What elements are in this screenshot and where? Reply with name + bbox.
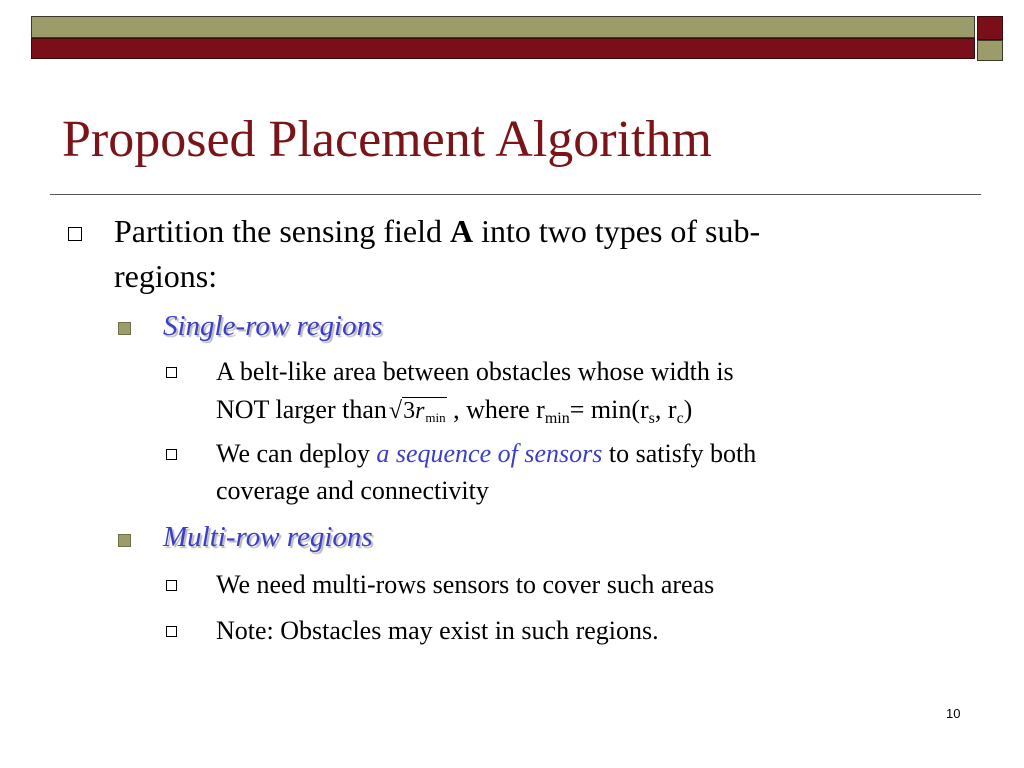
single-row-width-line1: A belt-like area between obstacles whose width is (216, 357, 734, 386)
hollow-square-bullet-icon (166, 626, 177, 637)
bullet-partition (114, 213, 760, 250)
filled-square-bullet-icon (118, 534, 131, 547)
hollow-square-bullet-icon (166, 449, 177, 460)
hollow-square-bullet-icon (68, 227, 82, 241)
page-number: 10 (946, 706, 961, 721)
r-subscript: min (425, 410, 446, 425)
filled-square-bullet-icon (118, 322, 131, 335)
sequence-emphasis: a sequence of sensors (376, 439, 603, 468)
sqrt-number: 3 (403, 398, 416, 424)
single-row-deploy-line1 (216, 435, 756, 472)
deploy-text-end: to satisfy both (602, 439, 757, 468)
multi-row-cover-text: We need multi-rows sensors to cover such areas (216, 570, 715, 599)
header-bar-olive (31, 16, 975, 38)
hollow-square-bullet-icon (166, 580, 177, 591)
heading-single-row: Single-row regions (163, 310, 383, 342)
header-square-maroon (977, 16, 1003, 40)
eq-text: = min(r (569, 395, 649, 424)
where-subscript: min (544, 410, 570, 427)
not-larger-text: NOT larger than (216, 395, 387, 424)
field-symbol: A (449, 213, 474, 249)
s-subscript: s (648, 410, 655, 427)
sqrt-3-rmin: √3rmin (388, 398, 446, 425)
close-paren: ) (683, 395, 693, 424)
slide-title: Proposed Placement Algorithm (62, 111, 712, 168)
comma-text: , r (654, 395, 677, 424)
heading-multi-row: Multi-row regions (163, 521, 373, 553)
bullet-text-start: Partition the sensing field (114, 213, 450, 249)
where-text: , where r (446, 395, 545, 424)
title-divider (50, 194, 981, 195)
deploy-text-start: We can deploy (216, 439, 377, 468)
r-symbol: r (415, 398, 425, 424)
bullet-partition-line2: regions: (114, 258, 218, 294)
header-bar-maroon (31, 38, 975, 59)
hollow-square-bullet-icon (166, 367, 177, 378)
multi-row-note-text: Note: Obstacles may exist in such regions. (216, 616, 659, 645)
single-row-deploy-line2: coverage and connectivity (216, 476, 489, 505)
header-square-olive (977, 40, 1003, 61)
bullet-text-end: into two types of sub- (473, 213, 761, 249)
c-subscript: c (676, 410, 684, 427)
single-row-width-line2 (216, 391, 692, 436)
